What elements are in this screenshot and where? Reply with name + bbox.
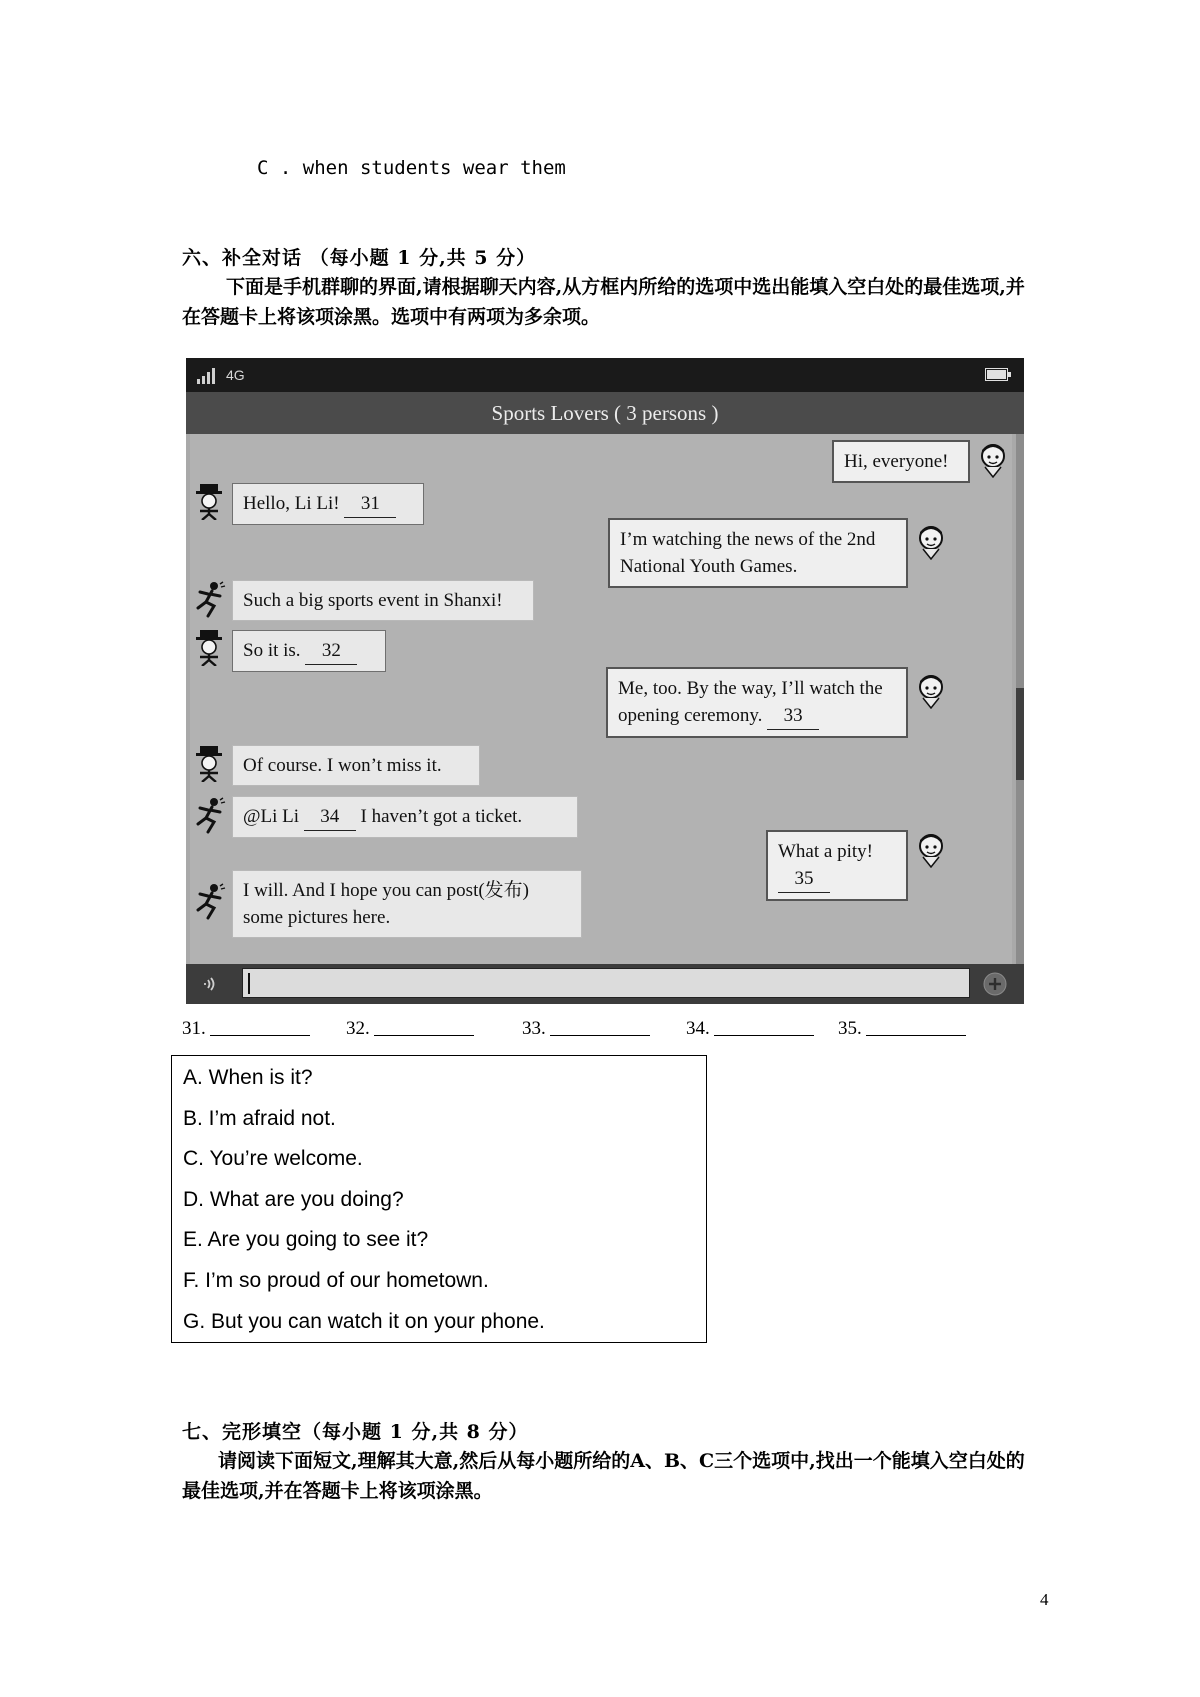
message-text: So it is. [243,640,301,661]
message-text: I’m watching the news of the 2nd National Youth Games. [620,529,876,577]
section-6-instructions: 下面是手机群聊的界面,请根据聊天内容,从方框内所给的选项中选出能填入空白处的最佳选项,并在答题卡上将该项涂黑。选项中有两项为多余项。 [182,276,1025,328]
answer-blank: 34 [304,803,356,831]
chat-message [232,630,386,672]
boy-avatar-icon [192,482,226,520]
section-6-heading: 六、补全对话 （每小题 1 分,共 5 分） [182,247,537,269]
chat-message [608,518,908,588]
message-text: Hello, Li Li! [243,493,340,514]
network-label: 4G [226,367,245,383]
text-cursor [248,973,250,994]
girl-avatar-icon [976,440,1010,478]
answer-slot-32 [346,1018,474,1040]
phone-chat-screenshot [186,358,1024,1004]
message-text-after: I haven’t got a ticket. [360,806,523,827]
runner-avatar-icon [192,882,226,920]
message-text: Of course. I won’t miss it. [243,755,442,776]
boy-avatar-icon [192,628,226,666]
girl-avatar-icon [914,522,948,560]
answer-slot-35 [838,1018,966,1040]
message-text: Hi, everyone! [844,451,949,472]
answer-slot-34 [686,1018,814,1040]
option-b: B. I’m afraid not. [183,1107,336,1130]
runner-avatar-icon [192,580,226,618]
chat-message [232,483,424,525]
answer-line [374,1035,474,1036]
chat-message [232,870,582,938]
section-7-heading: 七、完形填空（每小题 1 分,共 8 分） [182,1421,529,1443]
chat-message [232,580,534,621]
answer-line [210,1035,310,1036]
message-text: I will. And I hope you can post(发布) some pictures here. [243,880,530,928]
message-text-before: @Li Li [243,806,300,827]
status-bar [186,358,1024,392]
answer-blank: 32 [305,637,357,665]
answer-slot-label: 34. [686,1018,710,1039]
message-text: Me, too. By the way, I’ll watch the opening ceremony. [618,678,883,726]
option-g: G. But you can watch it on your phone. [183,1310,545,1333]
chat-message [832,440,970,483]
answer-slot-label: 33. [522,1018,546,1039]
chat-title: Sports Lovers ( 3 persons ) [491,401,719,425]
chat-message [232,745,480,786]
section-7-instructions: 请阅读下面短文,理解其大意,然后从每小题所给的A、B、C三个选项中,找出一个能填入空白处的最佳选项,并在答题卡上将该项涂黑。 [182,1450,1025,1502]
previous-option-c: C . when students wear them [257,157,566,179]
battery-icon [985,368,1011,381]
answer-blank: 35 [778,865,830,893]
answer-line [866,1035,966,1036]
option-a: A. When is it? [183,1066,313,1089]
boy-avatar-icon [192,744,226,782]
runner-avatar-icon [192,796,226,834]
message-text: What a pity! [778,841,873,862]
answer-slot-label: 32. [346,1018,370,1039]
answer-slot-33 [522,1018,650,1040]
answer-line [550,1035,650,1036]
voice-icon[interactable] [200,975,218,993]
chat-message [232,796,578,838]
girl-avatar-icon [914,830,948,868]
message-input[interactable] [242,968,970,998]
option-f: F. I’m so proud of our hometown. [183,1269,489,1292]
answer-slot-31 [182,1018,310,1040]
option-c: C. You’re welcome. [183,1147,363,1170]
answer-slot-label: 31. [182,1018,206,1039]
scrollbar-thumb[interactable] [1016,688,1024,780]
option-e: E. Are you going to see it? [183,1228,429,1251]
page-number: 4 [1040,1590,1049,1609]
message-text: Such a big sports event in Shanxi! [243,590,503,611]
option-d: D. What are you doing? [183,1188,404,1211]
answer-blank: 31 [344,490,396,518]
add-icon[interactable] [983,972,1007,996]
chat-message [766,830,908,901]
signal-icon [196,368,216,384]
answer-slot-label: 35. [838,1018,862,1039]
chat-message [606,667,908,738]
answer-blank: 33 [767,702,819,730]
answer-line [714,1035,814,1036]
girl-avatar-icon [914,671,948,709]
